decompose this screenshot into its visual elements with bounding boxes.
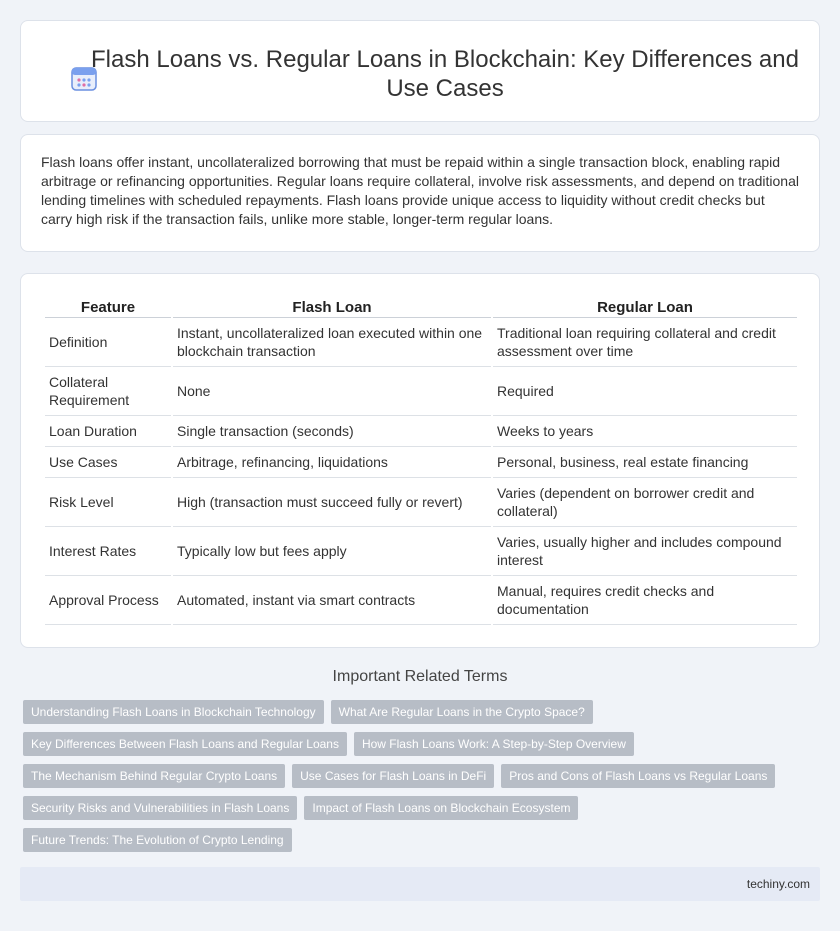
table-cell-regular: Varies (dependent on borrower credit and collateral) bbox=[493, 478, 797, 527]
page-title: Flash Loans vs. Regular Loans in Blockchain: Key Differences and Use Cases bbox=[91, 46, 799, 102]
table-cell-regular: Traditional loan requiring collateral and credit assessment over time bbox=[493, 318, 797, 367]
table-row bbox=[45, 478, 797, 527]
related-terms-heading: Important Related Terms bbox=[332, 668, 508, 685]
header-regular-loan: Regular Loan bbox=[493, 296, 797, 318]
table-cell-flash: Arbitrage, refinancing, liquidations bbox=[173, 447, 491, 478]
related-term-link[interactable]: The Mechanism Behind Regular Crypto Loans bbox=[23, 764, 285, 788]
table-cell-flash: Typically low but fees apply bbox=[173, 527, 491, 576]
table-cell-feature: Definition bbox=[45, 318, 171, 367]
table-row bbox=[45, 576, 797, 625]
tag-row bbox=[23, 828, 803, 852]
table-cell-feature: Risk Level bbox=[45, 478, 171, 527]
tag-row bbox=[23, 764, 803, 788]
table-cell-regular: Manual, requires credit checks and documentation bbox=[493, 576, 797, 625]
header-feature: Feature bbox=[45, 296, 171, 318]
title-card bbox=[20, 20, 820, 122]
header-flash-loan: Flash Loan bbox=[173, 296, 491, 318]
table-cell-regular: Varies, usually higher and includes compound interest bbox=[493, 527, 797, 576]
table-cell-flash: Single transaction (seconds) bbox=[173, 416, 491, 447]
comparison-table-card bbox=[20, 273, 820, 648]
table-cell-flash: Instant, uncollateralized loan executed within one blockchain transaction bbox=[173, 318, 491, 367]
table-cell-flash: Automated, instant via smart contracts bbox=[173, 576, 491, 625]
table-row bbox=[45, 318, 797, 367]
table-cell-feature: Collateral Requirement bbox=[45, 367, 171, 416]
table-cell-feature: Loan Duration bbox=[45, 416, 171, 447]
related-term-link[interactable]: Pros and Cons of Flash Loans vs Regular Loans bbox=[501, 764, 775, 788]
tag-row bbox=[23, 700, 803, 724]
table-cell-regular: Required bbox=[493, 367, 797, 416]
tag-row bbox=[23, 796, 803, 820]
related-term-link[interactable]: Future Trends: The Evolution of Crypto Lending bbox=[23, 828, 292, 852]
table-row bbox=[45, 367, 797, 416]
related-term-link[interactable]: Key Differences Between Flash Loans and Regular Loans bbox=[23, 732, 347, 756]
related-term-link[interactable]: How Flash Loans Work: A Step-by-Step Overview bbox=[354, 732, 634, 756]
tag-row bbox=[23, 732, 803, 756]
intro-card bbox=[20, 134, 820, 252]
intro-paragraph: Flash loans offer instant, uncollateralized borrowing that must be repaid within a single transaction block, enabling rapid arbitrage or refinancing opportunities. Regular loans require collateral, involve risk assessments, and depend on traditional lending timelines with scheduled repayments. Flash loans provide unique access to liquidity without credit checks but carry high risk if the transaction fails, unlike more stable, longer-term regular loans. bbox=[41, 154, 799, 227]
table-cell-regular: Personal, business, real estate financing bbox=[493, 447, 797, 478]
table-cell-feature: Approval Process bbox=[45, 576, 171, 625]
table-header-row bbox=[45, 296, 797, 318]
related-term-link[interactable]: Understanding Flash Loans in Blockchain Technology bbox=[23, 700, 324, 724]
table-cell-feature: Use Cases bbox=[45, 447, 171, 478]
related-term-link[interactable]: Impact of Flash Loans on Blockchain Ecosystem bbox=[304, 796, 578, 820]
table-cell-regular: Weeks to years bbox=[493, 416, 797, 447]
footer bbox=[20, 867, 820, 901]
table-row bbox=[45, 416, 797, 447]
related-term-link[interactable]: What Are Regular Loans in the Crypto Space? bbox=[331, 700, 593, 724]
related-term-link[interactable]: Security Risks and Vulnerabilities in Flash Loans bbox=[23, 796, 297, 820]
related-terms-list bbox=[23, 700, 803, 860]
table-cell-flash: High (transaction must succeed fully or revert) bbox=[173, 478, 491, 527]
table-cell-flash: None bbox=[173, 367, 491, 416]
table-row bbox=[45, 447, 797, 478]
footer-site-link[interactable]: techiny.com bbox=[746, 877, 810, 891]
comparison-table bbox=[43, 296, 799, 625]
table-row bbox=[45, 527, 797, 576]
table-cell-feature: Interest Rates bbox=[45, 527, 171, 576]
related-term-link[interactable]: Use Cases for Flash Loans in DeFi bbox=[292, 764, 494, 788]
